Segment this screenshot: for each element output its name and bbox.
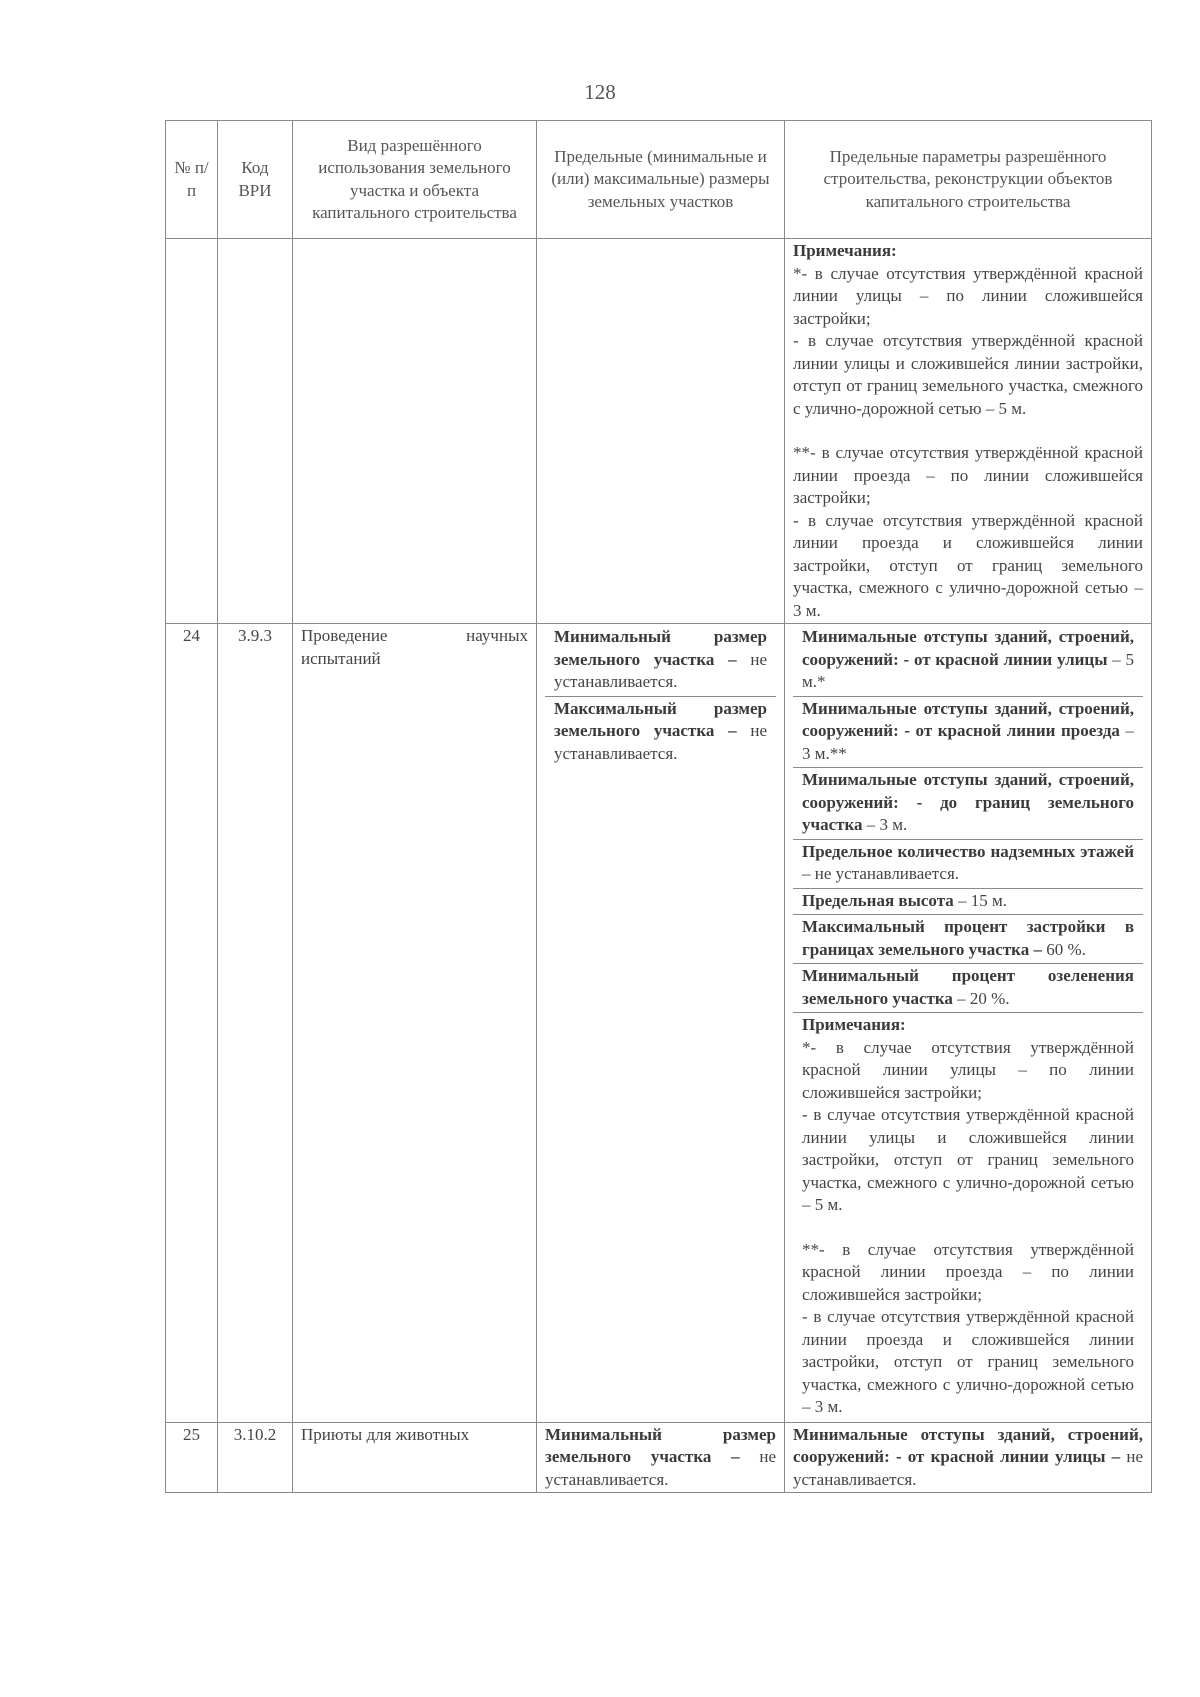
param-value: - до границ земельного участка <box>802 792 1134 834</box>
note-text: *- в случае отсутствия утверждённой красной линии улицы – по линии сложившейся застройки; <box>793 263 1143 328</box>
notes-title: Примечания: <box>793 241 897 260</box>
param-tail: – 3 м. <box>866 815 908 834</box>
params-cell <box>785 1422 1152 1493</box>
param-value: – 20 %. <box>957 988 1010 1008</box>
param-label: Минимальные отступы зданий, строений, сооружений: <box>802 770 1134 812</box>
note-text: - в случае отсутствия утверждённой красной линии проезда и сложившейся линии застройки, отступ от границ земельного участка, смежного с улично-дорожной сетью – 3 м. <box>802 1307 1134 1416</box>
param-label: Максимальный процент застройки в границах земельного участка – <box>802 917 1134 959</box>
note-text: *- в случае отсутствия утверждённой красной линии улицы – по линии сложившейся застройки; <box>802 1037 1134 1102</box>
header-kind: Вид разрешённого использования земельного участка и объекта капитального строительства <box>293 121 537 239</box>
param-tail: – 3 м.** <box>802 721 1135 763</box>
cell-empty <box>293 239 537 624</box>
page-number: 128 <box>584 80 616 104</box>
table-row-continuation <box>166 239 1152 624</box>
min-size-label: Минимальный размер земельного участка – <box>554 627 767 669</box>
size-cell <box>537 624 785 1423</box>
table-row-24 <box>166 624 1152 1423</box>
param-label: Предельное количество надземных этажей <box>802 841 1134 861</box>
note-text: **- в случае отсутствия утверждённой красной линии проезда – по линии сложившейся застройки; <box>793 443 1143 507</box>
param-value: 60 %. <box>1046 939 1086 959</box>
param-value: - от красной линии проезда <box>904 721 1120 740</box>
note-text: - в случае отсутствия утверждённой красной линии улицы и сложившейся линии застройки, отступ от границ земельного участка, смежного с улично-дорожной сетью – 5 м. <box>793 331 1143 418</box>
param-label: Минимальные отступы зданий, строений, сооружений: <box>793 1424 1143 1466</box>
param-label: Минимальный процент озеленения земельного участка <box>802 966 1134 1008</box>
param-block <box>793 625 1143 697</box>
size-cell <box>537 1422 785 1493</box>
usage-kind: Проведение научных испытаний <box>293 624 537 1423</box>
note-text: - в случае отсутствия утверждённой красной линии проезда и сложившейся линии застройки, отступ от границ земельного участка, смежного с улично-дорожной сетью – 3 м. <box>793 510 1143 620</box>
param-label: Минимальные отступы зданий, строений, сооружений: <box>802 698 1134 740</box>
notes-cell <box>785 239 1152 624</box>
header-size: Предельные (минимальные и (или) максимальные) размеры земельных участков <box>537 121 785 239</box>
max-size-value: не устанавливается. <box>554 721 767 763</box>
max-size-label: Максимальный размер земельного участка – <box>554 698 767 740</box>
param-value: – 15 м. <box>958 890 1008 910</box>
header-num: № п/п <box>166 121 218 239</box>
param-value: – не устанавливается. <box>802 864 960 883</box>
param-label: Минимальные отступы зданий, строений, сооружений: <box>802 627 1134 669</box>
note-text: **- в случае отсутствия утверждённой красной линии проезда – по линии сложившейся застройки; <box>802 1239 1134 1304</box>
min-size-value: не устанавливается. <box>545 1447 776 1489</box>
regulations-table <box>165 120 1152 1493</box>
cell-empty <box>166 239 218 624</box>
param-value: - от красной линии улицы – <box>895 1447 1121 1466</box>
param-block <box>793 964 1143 1013</box>
param-value: - от красной линии улицы <box>903 649 1108 669</box>
cell-empty <box>218 239 293 624</box>
param-tail: не устанавливается. <box>793 1447 1144 1489</box>
notes-title: Примечания: <box>802 1015 906 1034</box>
row-number: 25 <box>166 1422 218 1493</box>
params-cell <box>785 624 1152 1423</box>
param-block <box>793 768 1143 840</box>
usage-kind: Приюты для животных <box>293 1422 537 1493</box>
max-size-block <box>545 697 776 768</box>
vri-code: 3.10.2 <box>218 1422 293 1493</box>
header-code: Код ВРИ <box>218 121 293 239</box>
param-label: Предельная высота <box>802 890 954 910</box>
min-size-value: не устанавливается. <box>554 649 767 691</box>
param-block <box>793 840 1143 889</box>
param-block <box>793 697 1143 769</box>
param-block <box>793 889 1143 916</box>
header-params: Предельные параметры разрешённого строительства, реконструкции объектов капитального строительства <box>785 121 1152 239</box>
table-header-row <box>166 121 1152 239</box>
cell-empty <box>537 239 785 624</box>
notes-block <box>793 1013 1143 1421</box>
min-size-block <box>545 625 776 697</box>
note-text: - в случае отсутствия утверждённой красной линии улицы и сложившейся линии застройки, отступ от границ земельного участка, смежного с улично-дорожной сетью – 5 м. <box>802 1105 1134 1214</box>
table-row-25 <box>166 1422 1152 1493</box>
min-size-label: Минимальный размер земельного участка – <box>545 1424 776 1466</box>
row-number: 24 <box>166 624 218 1423</box>
param-block <box>793 915 1143 964</box>
param-tail: – 5 м.* <box>802 649 1135 691</box>
vri-code: 3.9.3 <box>218 624 293 1423</box>
